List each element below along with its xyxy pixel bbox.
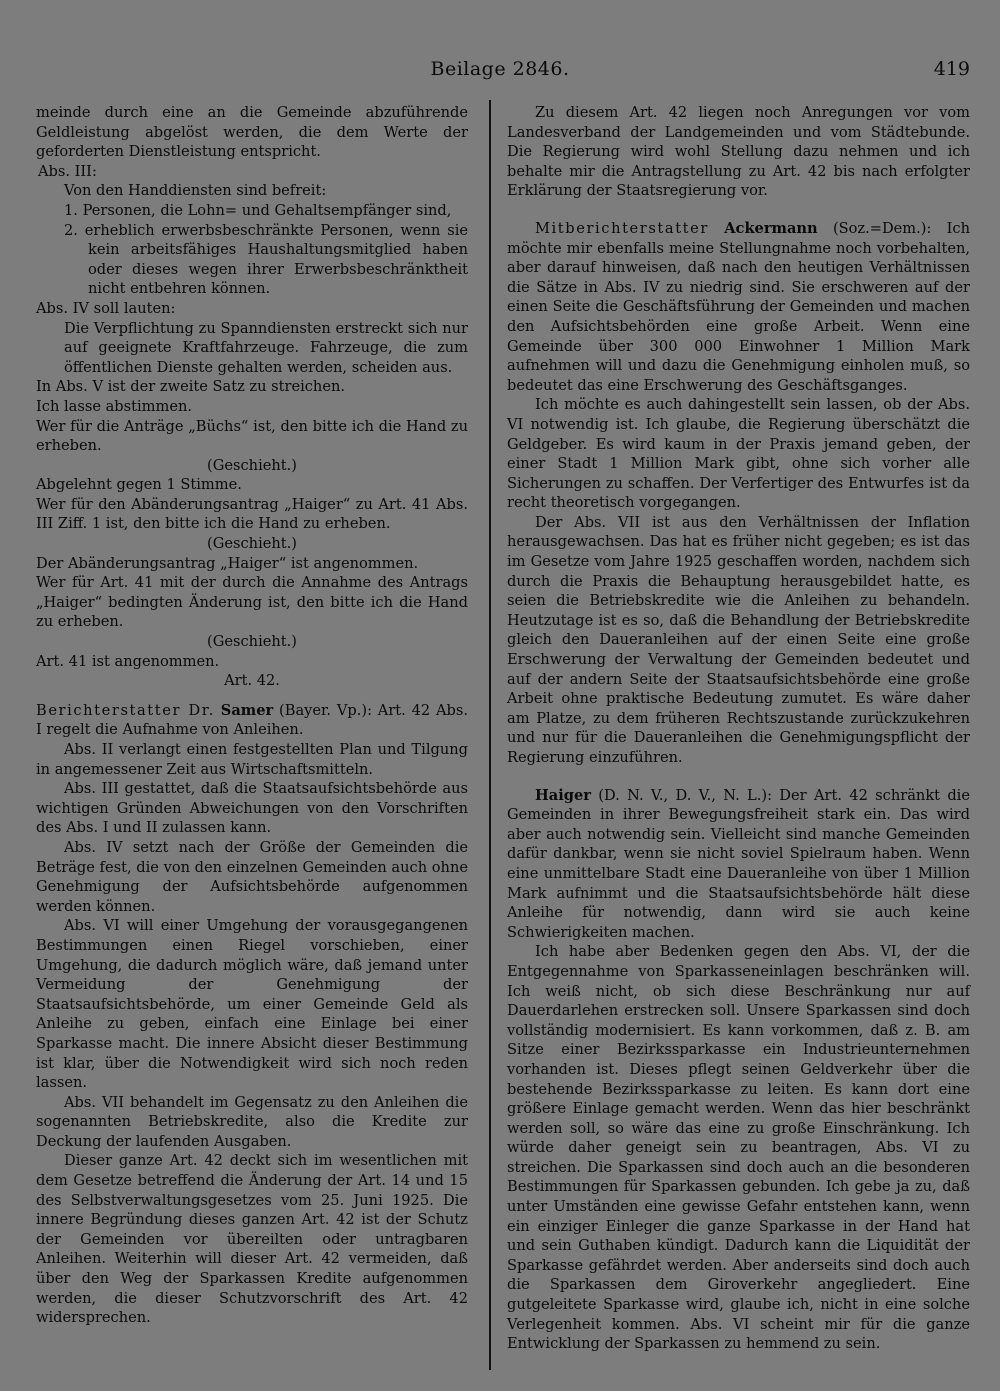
paragraph: (Geschieht.) bbox=[207, 633, 297, 651]
page-number: 419 bbox=[933, 58, 970, 80]
list-item: 1. Personen, die Lohn= und Gehaltsempfänger sind, bbox=[64, 201, 452, 219]
paragraph: Abs. II verlangt einen festgestellten Plan und Tilgung in angemessener Zeit aus Wirtschaftsmitteln. bbox=[36, 741, 468, 778]
spacer bbox=[507, 768, 970, 786]
paragraph: (Geschieht.) bbox=[207, 456, 297, 474]
right-column bbox=[507, 103, 970, 1354]
section-heading: Art. 42. bbox=[224, 672, 280, 690]
paragraph: Der Abänderungsantrag „Haiger“ ist angenommen. bbox=[36, 554, 419, 572]
speaker-name: Samer bbox=[220, 701, 274, 719]
left-column bbox=[36, 103, 468, 1328]
speech-text: (Bayer. Vp.): Art. 42 Abs. I regelt die Aufnahme von Anleihen. bbox=[36, 701, 469, 739]
paragraph bbox=[507, 786, 970, 943]
paragraph: Von den Handdiensten sind befreit: bbox=[64, 182, 327, 200]
paragraph: In Abs. V ist der zweite Satz zu streichen. bbox=[36, 378, 346, 396]
paragraph: Abs. IV setzt nach der Größe der Gemeinden die Beträge fest, die von den einzelnen Gemeinden auch ohne Genehmigung der Aufsichtsbehörde aufgenommen werden können. bbox=[36, 838, 468, 915]
paragraph: Ich möchte es auch dahingestellt sein lassen, ob der Abs. VI notwendig ist. Ich glaube, die Regierung überschätzt die Geldgeber. Es wird kaum in der Praxis jemand geben, der einer Stadt 1 Million Mark gibt, ohne sich vorher alle Sicherungen zu schaffen. Der Verfertiger des Entwurfes ist da recht theoretisch vorgegangen. bbox=[507, 396, 970, 512]
paragraph: Abs. VII behandelt im Gegensatz zu den Anleihen die sogenannten Betriebskredite, also die Kredite zur Deckung der laufenden Ausgaben. bbox=[36, 1093, 468, 1150]
paragraph: (Geschieht.) bbox=[207, 535, 297, 553]
paragraph: Die Verpflichtung zu Spanndiensten erstreckt sich nur auf geeignete Kraftfahrzeuge. Fahrzeuge, die zum öffentlichen Dienste gehalten werden, scheiden aus. bbox=[64, 319, 468, 376]
speech-text: (D. N. V., D. V., N. L.): Der Art. 42 schränkt die Gemeinden in ihrer Bewegungsfreiheit stark ein. Das wird aber auch notwendig sein. Vielleicht sind manche Gemeinden dafür dankbar, wenn sie nicht soviel Spielraum haben. Wenn eine unmittelbare Stadt eine Daueranleihe von über 1 Million Mark aufnimmt und die Staatsaufsichtsbehörde hält diese Anleihe für notwendig, dann wird sie auch keine Schwierigkeiten machen. bbox=[507, 786, 970, 941]
paragraph: Art. 41 ist angenommen. bbox=[36, 652, 220, 670]
paragraph bbox=[507, 219, 970, 395]
paragraph: Wer für Art. 41 mit der durch die Annahme des Antrags „Haiger“ bedingten Änderung ist, den bitte ich die Hand zu erheben. bbox=[36, 574, 468, 631]
paragraph: Der Abs. VII ist aus den Verhältnissen der Inflation herausgewachsen. Das hat es früher nicht gegeben; es ist das im Gesetze vom Jahre 1925 geschaffen worden, nachdem sich durch die Praxis die Behauptung herausgebildet hatte, es seien die Betriebskredite wie die Anleihen zu behandeln. Heutzutage ist es so, daß die Behandlung der Betriebskredite gleich den Daueranleihen auf der einen Seite eine große Erschwerung der Verwaltung der Gemeinden bedeutet und auf der andern Seite der Staatsaufsichtsbehörde eine große Arbeit ohne praktische Bedeutung zumutet. Es wäre daher am Platze, zu dem früheren Rechtszustande zurückzukehren und nur für die Daueranleihen die Genehmigungspflicht der Regierung einzuführen. bbox=[507, 513, 970, 766]
header-title: Beilage 2846. bbox=[430, 58, 570, 80]
paragraph: Abs. III: bbox=[38, 162, 97, 180]
paragraph: Abs. IV soll lauten: bbox=[36, 299, 176, 317]
paragraph: Abs. VI will einer Umgehung der vorausgegangenen Bestimmungen einen Riegel vorschieben, einer Umgehung, die dadurch möglich wäre, daß jemand unter Vermeidung der Genehmigung der Staatsaufsichtsbehörde, um einer Gemeinde Geld als Anleihe zu geben, einfach eine Einlage bei einer Sparkasse macht. Die innere Absicht dieser Bestimmung ist klar, über die Notwendigkeit wird sich noch reden lassen. bbox=[36, 917, 468, 1092]
paragraph: Wer für den Abänderungsantrag „Haiger“ zu Art. 41 Abs. III Ziff. 1 ist, den bitte ich die Hand zu erheben. bbox=[36, 495, 468, 533]
spacer bbox=[507, 201, 970, 219]
paragraph: Dieser ganze Art. 42 deckt sich im wesentlichen mit dem Gesetze betreffend die Änderung der Art. 14 und 15 des Selbstverwaltungsgesetzes vom 25. Juni 1925. Die innere Begründung dieses ganzen Art. 42 ist der Schutz der Gemeinden vor übereilten oder untragbaren Anleihen. Weiterhin will dieser Art. 42 vermeiden, daß über den Weg der Sparkassen Kredite aufgenommen werden, die dieser Schutzvorschrift des Art. 42 widersprechen. bbox=[36, 1152, 468, 1327]
column-divider bbox=[489, 100, 491, 1370]
paragraph bbox=[36, 701, 468, 740]
speech-text: (Soz.=Dem.): Ich möchte mir ebenfalls meine Stellungnahme noch vorbehalten, aber darauf hinweisen, daß nach den heutigen Verhältnissen die Sätze in Abs. IV zu niedrig sind. Sie erschweren auf der einen Seite die Geschäftsführung der Gemeinden und machen den Aufsichtsbehörden eine große Arbeit. Wenn eine Gemeinde über 300 000 Einwohner 1 Million Mark aufnehmen will und dazu die Genehmigung einholen muß, so bedeutet das eine Erschwerung des Geschäftsganges. bbox=[507, 219, 971, 394]
list-item: 2. erheblich erwerbsbeschränkte Personen, wenn sie kein arbeitsfähiges Haushaltungsmitglied haben oder dieses wegen ihrer Erwerbsbeschränktheit nicht entbehren können. bbox=[64, 221, 468, 298]
paragraph: Wer für die Anträge „Büchs“ ist, den bitte ich die Hand zu erheben. bbox=[36, 417, 468, 455]
paragraph: meinde durch eine an die Gemeinde abzuführende Geldleistung abgelöst werden, die dem Werte der geforderten Dienstleistung entspricht. bbox=[36, 104, 468, 161]
speaker-role: Mitberichterstatter bbox=[535, 219, 709, 237]
paragraph: Abs. III gestattet, daß die Staatsaufsichtsbehörde aus wichtigen Gründen Abweichungen von den Vorschriften des Abs. I und II zulassen kann. bbox=[36, 780, 468, 837]
paragraph: Ich lasse abstimmen. bbox=[36, 397, 193, 415]
speaker-role: Berichterstatter Dr. bbox=[36, 701, 215, 719]
page-header bbox=[0, 58, 1000, 88]
paragraph: Zu diesem Art. 42 liegen noch Anregungen vor vom Landesverband der Landgemeinden und vom Städtebunde. Die Regierung wird wohl Stellung dazu nehmen und ich behalte mir die Antragstellung zu Art. 42 bis nach erfolgter Erklärung der Staatsregierung vor. bbox=[507, 104, 970, 200]
paragraph: Ich habe aber Bedenken gegen den Abs. VI, der die Entgegennahme von Sparkasseneinlagen beschränken will. Ich weiß nicht, ob sich diese Beschränkung nur auf Dauerdarlehen erstrecken soll. Unsere Sparkassen sind doch vollständig modernisiert. Es kann vorkommen, daß z. B. am Sitze einer Bezirkssparkasse ein Industrieunternehmen vorhanden ist. Dieses pflegt seinen Geldverkehr über die bestehende Bezirkssparkasse zu leiten. Es kann dort eine größere Einlage gemacht werden. Wenn das hier beschränkt werden soll, so wäre das eine zu große Einschränkung. Ich würde daher geneigt sein zu beantragen, Abs. VI zu streichen. Die Sparkassen sind doch auch an die besonderen Bestimmungen für Sparkassen gebunden. Ich gebe ja zu, daß unter Umständen eine gewisse Gefahr entstehen kann, wenn ein einziger Einleger die ganze Sparkasse in der Hand hat und sein Guthaben kündigt. Dadurch kann die Liquidität der Sparkasse gefährdet werden. Aber anderseits sind doch auch die Sparkassen dem Giroverkehr angegliedert. Eine gutgeleitete Sparkasse wird, glaube ich, nicht in eine solche Verlegenheit kommen. Abs. VI scheint mir für die ganze Entwicklung der Sparkassen zu hemmend zu sein. bbox=[507, 943, 970, 1353]
paragraph: Abgelehnt gegen 1 Stimme. bbox=[36, 476, 242, 494]
spacer bbox=[36, 691, 468, 701]
speaker-name: Ackermann bbox=[724, 219, 818, 237]
speaker-name: Haiger bbox=[535, 786, 591, 804]
